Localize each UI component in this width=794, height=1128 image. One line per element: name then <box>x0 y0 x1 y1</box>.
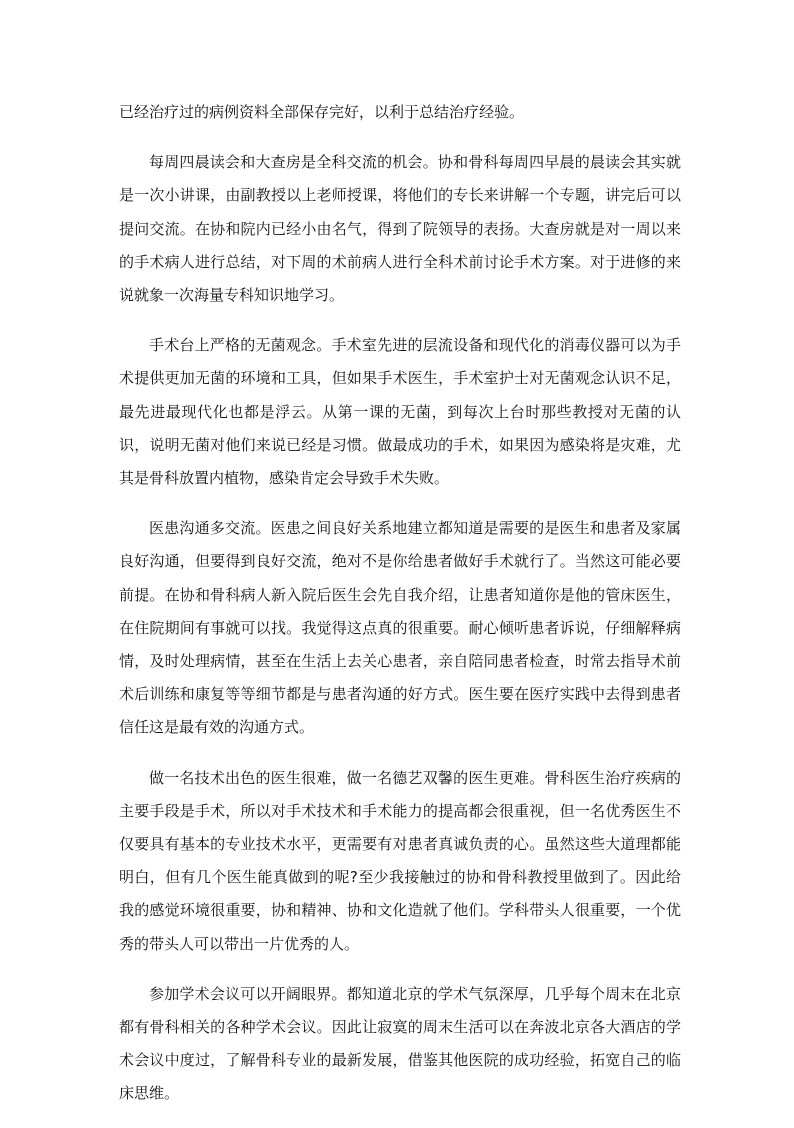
paragraph-academic-conferences: 参加学术会议可以开阔眼界。都知道北京的学术气氛深厚，几乎每个周末在北京都有骨科相关的各种学术会议。因此让寂寞的周末生活可以在奔波北京各大酒店的学术会议中度过，了解骨科专业的最新发展，借鉴其他医院的成功经验，拓宽自己的临床思维。 <box>119 984 681 1103</box>
paragraph-sterile-concept: 手术台上严格的无菌观念。手术室先进的层流设备和现代化的消毒仪器可以为手术提供更加无菌的环境和工具，但如果手术医生，手术室护士对无菌观念认识不足，最先进最现代化也都是浮云。从第一课的无菌，到每次上台时那些教授对无菌的认识，说明无菌对他们来说已经是习惯。做最成功的手术，如果因为感染将是灾难，尤其是骨科放置内植物，感染肯定会导致手术失败。 <box>119 336 681 488</box>
paragraph-continued: 已经治疗过的病例资料全部保存完好，以利于总结治疗经验。 <box>119 103 525 121</box>
paragraph-doctor-patient-communication: 医患沟通多交流。医患之间良好关系地建立都知道是需要的是医生和患者及家属良好沟通，但要得到良好交流，绝对不是你给患者做好手术就行了。当然这可能必要前提。在协和骨科病人新入院后医生会先自我介绍，让患者知道你是他的管床医生，在住院期间有事就可以找。我觉得这点真的很重要。耐心倾听患者诉说，仔细解释病情，及时处理病情，甚至在生活上去关心患者，亲自陪同患者检查，时常去指导术前术后训练和康复等等细节都是与患者沟通的好方式。医生要在医疗实践中去得到患者信任这是最有效的沟通方式。 <box>119 519 681 737</box>
document-body <box>119 96 681 1128</box>
paragraph-morning-meeting: 每周四晨读会和大查房是全科交流的机会。协和骨科每周四早晨的晨读会其实就是一次小讲课，由副教授以上老师授课，将他们的专长来讲解一个专题，讲完后可以提问交流。在协和院内已经小由名气，得到了院领导的表扬。大查房就是对一周以来的手术病人进行总结，对下周的术前病人进行全科术前讨论手术方案。对于进修的来说就象一次海量专科知识地学习。 <box>119 153 681 305</box>
paragraph-good-doctor: 做一名技术出色的医生很难，做一名德艺双馨的医生更难。骨科医生治疗疾病的主要手段是手术，所以对手术技术和手术能力的提高都会很重视，但一名优秀医生不仅要具有基本的专业技术水平，更需要有对患者真诚负责的心。虽然这些大道理都能明白，但有几个医生能真做到的呢?至少我接触过的协和骨科教授里做到了。因此给我的感觉环境很重要，协和精神、协和文化造就了他们。学科带头人很重要，一个优秀的带头人可以带出一片优秀的人。 <box>119 768 681 953</box>
